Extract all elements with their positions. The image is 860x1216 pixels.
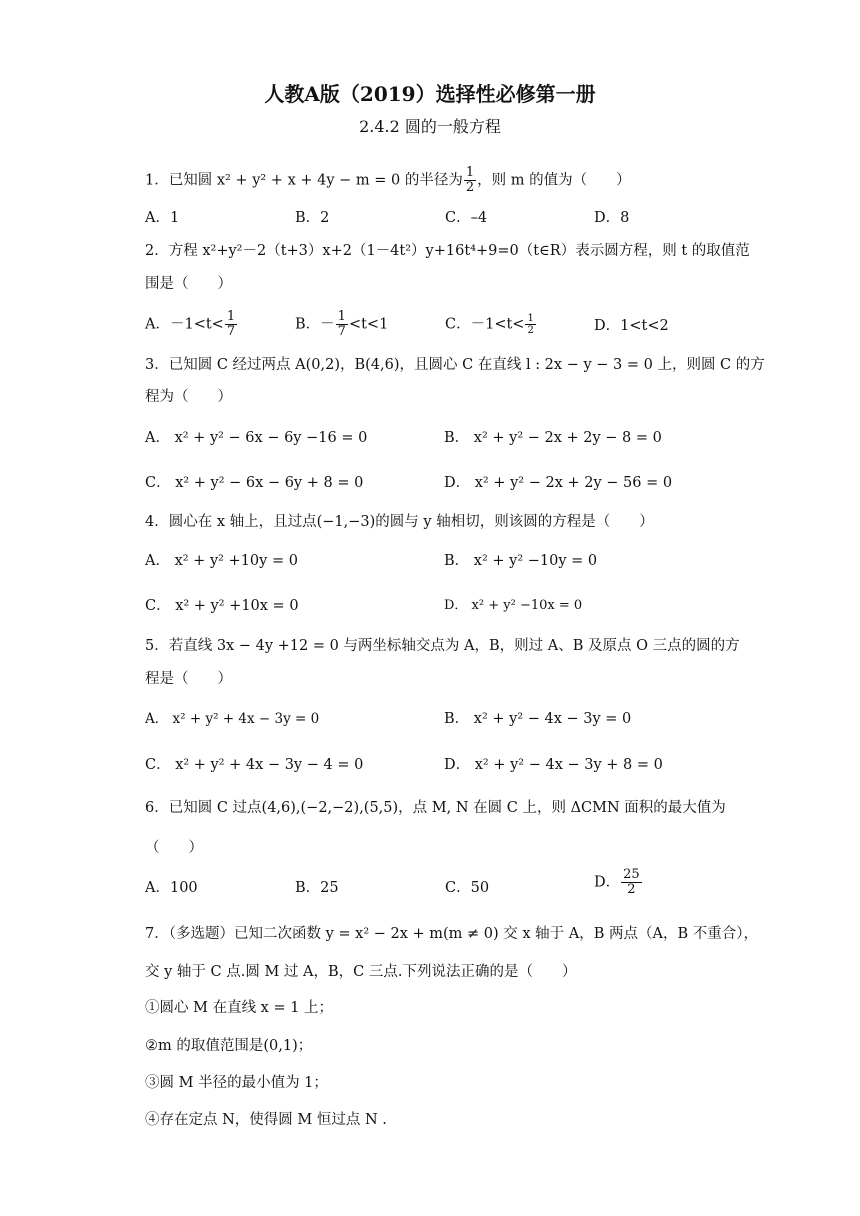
q3-option-c: C． x² + y² − 6x − 6y + 8 = 0: [145, 475, 364, 491]
section-subtitle: 2.4.2 圆的一般方程: [359, 117, 501, 136]
q3-option-a: A． x² + y² − 6x − 6y −16 = 0: [145, 430, 368, 446]
q5-option-a: A． x² + y² + 4x − 3y = 0: [145, 711, 320, 727]
q3-option-b: B． x² + y² − 2x + 2y − 8 = 0: [444, 430, 662, 446]
q2-option-d: D．1<t<2: [594, 318, 669, 334]
q7-statement-4: ④存在定点 N，使得圆 M 恒过点 N .: [145, 1112, 387, 1128]
q6-option-b: B．25: [295, 880, 339, 896]
question-6-line-1: 6．已知圆 C 过点(4,6),(−2,−2),(5,5)，点 M, N 在圆 C 上，则 ΔCMN 面积的最大值为: [145, 800, 726, 816]
question-2-line-1: 2．方程 x²+y²－2（t+3）x+2（1－4t²）y+16t⁴+9=0（t∈R）表示圆方程，则 t 的取值范: [145, 243, 750, 259]
question-7-line-1: 7．（多选题）已知二次函数 y = x² − 2x + m(m ≠ 0) 交 x 轴于 A，B 两点（A，B 不重合），: [145, 926, 759, 942]
fraction: $\frac{1}{7}$: [337, 309, 346, 339]
question-3-line-2: 程为（ ）: [145, 389, 232, 405]
q5-option-b: B． x² + y² − 4x − 3y = 0: [444, 711, 632, 727]
q1-option-a: A．1: [145, 210, 180, 226]
q4-option-b: B． x² + y² −10y = 0: [444, 553, 598, 569]
q2-option-a: A．－1<t< $\frac{1}{7}$: [145, 309, 236, 339]
q6-option-a: A．100: [145, 880, 198, 896]
question-3-line-1: 3．已知圆 C 经过两点 A(0,2)，B(4,6)，且圆心 C 在直线 l : 2x − y − 3 = 0 上，则圆 C 的方: [145, 357, 765, 373]
question-5-line-1: 5．若直线 3x − 4y +12 = 0 与两坐标轴交点为 A，B，则过 A、B 及原点 O 三点的圆的方: [145, 638, 740, 654]
q1-option-d: D．8: [594, 210, 630, 226]
page-title: 人教A版（2019）选择性必修第一册: [264, 82, 596, 106]
question-1-stem: 1．已知圆 x² + y² + x + 4y − m = 0 的半径为 $\frac{1}{2}$ ，则 m 的值为（ ）: [145, 165, 631, 195]
fraction: $\frac{1}{7}$: [226, 309, 236, 339]
fraction: $\frac{25}{2}$: [623, 867, 640, 897]
q3-option-d: D． x² + y² − 2x + 2y − 56 = 0: [444, 475, 673, 491]
q1-option-c: C．–4: [445, 210, 488, 226]
q7-statement-1: ①圆心 M 在直线 x = 1 上；: [145, 1000, 334, 1016]
question-5-line-2: 程是（ ）: [145, 671, 232, 687]
q5-option-d: D． x² + y² − 4x − 3y + 8 = 0: [444, 757, 663, 773]
q1-option-b: B．2: [295, 210, 330, 226]
fraction: $\frac{1}{2}$: [527, 313, 534, 336]
q7-statement-3: ③圆 M 半径的最小值为 1；: [145, 1075, 328, 1091]
q6-option-d: D． $\frac{25}{2}$: [594, 867, 640, 897]
q4-option-c: C． x² + y² +10x = 0: [145, 598, 299, 614]
q5-option-c: C． x² + y² + 4x − 3y − 4 = 0: [145, 757, 364, 773]
question-6-line-2: （ ）: [145, 840, 203, 856]
fraction-half: $\frac{1}{2}$: [465, 165, 475, 195]
q6-option-c: C．50: [445, 880, 490, 896]
q7-statement-2: ②m 的取值范围是(0,1)；: [145, 1038, 313, 1054]
q2-option-b: B．－ $\frac{1}{7}$ <t<1: [295, 309, 389, 339]
question-4-stem: 4．圆心在 x 轴上，且过点(−1,−3)的圆与 y 轴相切，则该圆的方程是（ ）: [145, 514, 654, 530]
question-2-line-2: 围是（ ）: [145, 276, 232, 292]
question-7-line-2: 交 y 轴于 C 点.圆 M 过 A，B，C 三点.下列说法正确的是（ ）: [145, 964, 577, 980]
q2-option-c: C．－1<t< $\frac{1}{2}$: [445, 313, 534, 336]
q4-option-d: D． x² + y² −10x = 0: [444, 598, 583, 613]
q4-option-a: A． x² + y² +10y = 0: [145, 553, 298, 569]
